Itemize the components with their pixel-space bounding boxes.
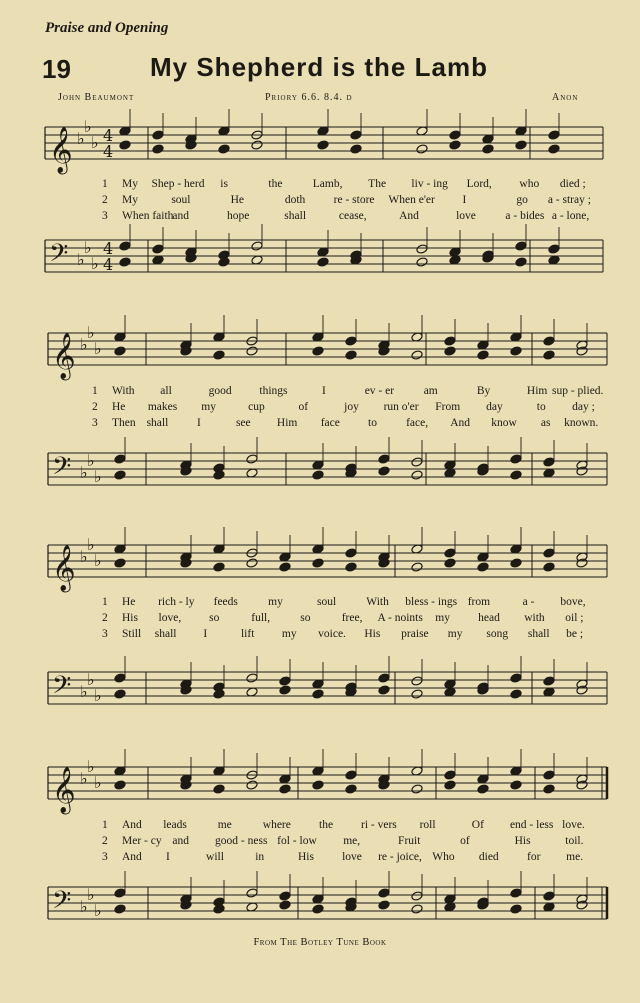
- flat-sign-icon: ♭: [94, 901, 102, 920]
- lyric-word: lift: [240, 628, 255, 640]
- note-head: [119, 241, 131, 251]
- lyric-word: toil.: [565, 835, 584, 847]
- lyric-word: cease,: [338, 210, 367, 222]
- lyric-word: so: [209, 612, 220, 624]
- lyric-word: song: [486, 628, 509, 640]
- note-head: [510, 888, 522, 898]
- lyric-word: joy: [344, 401, 359, 413]
- note-head: [317, 257, 329, 267]
- verse-number: 1: [102, 178, 108, 190]
- note-head: [312, 470, 324, 480]
- lyric-word: shall: [284, 210, 307, 222]
- lyric-word: His: [364, 628, 381, 640]
- lyric-word: soul: [171, 194, 191, 206]
- note-head: [279, 891, 291, 901]
- note-head: [312, 780, 324, 790]
- verse-number: 3: [102, 628, 108, 640]
- lyric-word: in: [255, 851, 265, 863]
- note-head: [312, 558, 324, 568]
- lyric-word: Fruit: [398, 835, 421, 847]
- lyric-word: who: [519, 178, 540, 190]
- verse-number: 2: [102, 612, 108, 624]
- flat-sign-icon: ♭: [87, 451, 95, 470]
- lyric-word: face,: [406, 417, 429, 429]
- flat-sign-icon: ♭: [80, 547, 88, 566]
- lyric-word: of: [298, 401, 309, 413]
- note-head: [251, 140, 263, 150]
- note-head: [246, 346, 258, 356]
- treble-clef-icon: 𝄞: [49, 127, 73, 173]
- note-head: [114, 454, 126, 464]
- hymn-title: My Shepherd is the Lamb: [150, 52, 488, 82]
- note-head: [246, 888, 258, 898]
- bass-clef-icon: 𝄢: [52, 671, 72, 706]
- note-head: [246, 673, 258, 683]
- bass-clef-icon: 𝄢: [49, 239, 69, 274]
- lyric-word: I: [203, 628, 208, 640]
- lyric-word: leads: [163, 819, 187, 831]
- flat-sign-icon: ♭: [87, 670, 95, 689]
- lyric-word: re - joice,: [378, 851, 422, 863]
- lyric-word: love.: [562, 819, 585, 831]
- lyric-word: Lamb,: [312, 178, 343, 190]
- lyric-word: died: [478, 851, 499, 863]
- note-head: [416, 144, 428, 154]
- flat-sign-icon: ♭: [87, 885, 95, 904]
- note-head: [482, 144, 494, 154]
- lyric-word: my: [281, 628, 297, 640]
- lyric-word: rich - ly: [158, 596, 195, 608]
- hymn-composer: Anon: [552, 92, 579, 103]
- lyric-word: bless - ings: [405, 596, 458, 608]
- lyric-word: face: [320, 417, 340, 429]
- lyric-word: roll: [419, 819, 436, 831]
- note-head: [279, 784, 291, 794]
- note-head: [218, 144, 230, 154]
- lyric-word: When e'er: [388, 194, 435, 206]
- lyric-word: good - ness: [215, 835, 268, 847]
- lyric-word: day: [486, 401, 503, 413]
- lyric-word: am: [423, 385, 438, 397]
- lyric-word: cup: [248, 401, 265, 413]
- lyric-word: my: [435, 612, 451, 624]
- lyric-word: me.: [566, 851, 584, 863]
- lyric-word: for: [527, 851, 541, 863]
- note-head: [543, 891, 555, 901]
- note-head: [444, 548, 456, 558]
- lyric-word: love,: [158, 612, 182, 624]
- note-head: [345, 770, 357, 780]
- lyric-word: soul: [316, 596, 337, 608]
- lyric-word: see: [235, 417, 251, 429]
- lyric-word: Who: [432, 851, 455, 863]
- flat-sign-icon: ♭: [84, 238, 92, 257]
- note-head: [411, 784, 423, 794]
- note-head: [548, 130, 560, 140]
- lyric-word: ev - er: [364, 385, 395, 397]
- note-head: [312, 904, 324, 914]
- note-head: [251, 241, 263, 251]
- lyric-word: I: [166, 851, 170, 863]
- lyric-word: will: [206, 851, 224, 863]
- lyric-word: He: [112, 401, 126, 413]
- lyric-word: My: [122, 178, 138, 190]
- flat-sign-icon: ♭: [77, 250, 85, 269]
- lyric-word: a - stray ;: [547, 194, 591, 206]
- flat-sign-icon: ♭: [80, 682, 88, 701]
- note-head: [378, 454, 390, 464]
- lyric-word: me: [217, 819, 232, 831]
- note-head: [548, 144, 560, 154]
- lyric-word: free,: [341, 612, 363, 624]
- note-head: [543, 562, 555, 572]
- flat-sign-icon: ♭: [94, 339, 102, 358]
- note-head: [444, 336, 456, 346]
- lyric-word: liv - ing: [411, 178, 448, 190]
- lyric-word: He: [122, 596, 136, 608]
- lyric-word: hope: [227, 210, 250, 222]
- verse-number: 2: [92, 401, 98, 413]
- lyric-word: know: [491, 417, 517, 429]
- bass-clef-icon: 𝄢: [52, 886, 72, 921]
- note-head: [114, 780, 126, 790]
- lyric-word: I: [322, 385, 326, 397]
- section-heading: Praise and Opening: [45, 20, 169, 36]
- note-head: [345, 562, 357, 572]
- lyric-word: I: [196, 417, 201, 429]
- lyric-word: died ;: [559, 178, 586, 190]
- bass-clef-icon: 𝄢: [52, 452, 72, 487]
- flat-sign-icon: ♭: [80, 463, 88, 482]
- lyric-word: shall: [527, 628, 550, 640]
- lyric-word: And: [399, 210, 419, 222]
- note-head: [119, 257, 131, 267]
- lyric-word: so: [300, 612, 311, 624]
- flat-sign-icon: ♭: [80, 335, 88, 354]
- lyric-word: love: [342, 851, 362, 863]
- note-head: [312, 689, 324, 699]
- lyric-word: love: [456, 210, 476, 222]
- note-head: [119, 140, 131, 150]
- note-head: [114, 346, 126, 356]
- treble-clef-icon: 𝄞: [52, 333, 76, 379]
- lyric-word: I: [462, 194, 467, 206]
- note-head: [279, 685, 291, 695]
- lyric-word: ri - vers: [361, 819, 397, 831]
- note-head: [152, 144, 164, 154]
- note-head: [543, 770, 555, 780]
- lyric-word: His: [122, 612, 138, 624]
- lyric-word: to: [368, 417, 377, 429]
- flat-sign-icon: ♭: [91, 133, 99, 152]
- verse-number: 2: [102, 194, 108, 206]
- lyric-word: And: [122, 851, 142, 863]
- lyric-word: From: [435, 401, 461, 413]
- verse-number: 1: [102, 819, 108, 831]
- lyric-word: to: [536, 401, 546, 413]
- lyric-word: my: [201, 401, 217, 413]
- note-head: [444, 558, 456, 568]
- note-head: [515, 257, 527, 267]
- note-head: [543, 548, 555, 558]
- flat-sign-icon: ♭: [87, 535, 95, 554]
- note-head: [477, 784, 489, 794]
- lyric-word: good: [208, 385, 232, 397]
- time-signature-top: 4: [103, 239, 114, 258]
- lyric-word: With: [366, 596, 389, 608]
- lyric-word: His: [514, 835, 531, 847]
- note-head: [246, 780, 258, 790]
- note-head: [152, 130, 164, 140]
- note-head: [411, 470, 423, 480]
- note-head: [279, 900, 291, 910]
- lyric-word: My: [122, 194, 138, 206]
- lyric-word: shall: [146, 417, 169, 429]
- note-head: [345, 350, 357, 360]
- lyric-word: my: [447, 628, 463, 640]
- lyric-word: When faith: [122, 210, 174, 222]
- note-head: [279, 676, 291, 686]
- lyric-word: things: [259, 385, 288, 397]
- lyric-word: makes: [147, 401, 178, 413]
- note-head: [317, 140, 329, 150]
- note-head: [246, 558, 258, 568]
- note-head: [543, 350, 555, 360]
- note-head: [416, 244, 428, 254]
- lyric-word: and: [172, 210, 189, 222]
- note-head: [114, 689, 126, 699]
- note-head: [114, 888, 126, 898]
- lyric-word: Him: [276, 417, 298, 429]
- lyric-word: And: [450, 417, 471, 429]
- lyric-word: And: [122, 819, 142, 831]
- lyric-word: full,: [251, 612, 271, 624]
- lyric-word: day ;: [572, 401, 595, 413]
- note-head: [543, 336, 555, 346]
- note-head: [449, 130, 461, 140]
- note-head: [510, 558, 522, 568]
- time-signature-bottom: 4: [103, 255, 114, 274]
- note-head: [515, 241, 527, 251]
- lyric-word: shall: [154, 628, 177, 640]
- note-head: [378, 466, 390, 476]
- lyric-word: the: [319, 819, 334, 831]
- note-head: [510, 673, 522, 683]
- note-head: [378, 900, 390, 910]
- note-head: [444, 346, 456, 356]
- lyric-word: bove,: [560, 596, 586, 608]
- note-head: [279, 562, 291, 572]
- lyric-word: is: [220, 178, 228, 190]
- lyric-word: as: [540, 417, 551, 429]
- lyric-word: be ;: [566, 628, 584, 640]
- lyric-word: The: [368, 178, 387, 190]
- flat-sign-icon: ♭: [77, 129, 85, 148]
- treble-clef-icon: 𝄞: [52, 545, 76, 591]
- flat-sign-icon: ♭: [80, 769, 88, 788]
- note-head: [416, 257, 428, 267]
- flat-sign-icon: ♭: [94, 773, 102, 792]
- note-head: [444, 780, 456, 790]
- note-head: [114, 673, 126, 683]
- note-head: [411, 904, 423, 914]
- lyric-word: Him: [526, 385, 548, 397]
- lyric-word: all: [160, 385, 172, 397]
- flat-sign-icon: ♭: [94, 551, 102, 570]
- lyric-word: fol - low: [277, 835, 317, 847]
- lyric-word: Still: [122, 628, 142, 640]
- lyric-word: Shep - herd: [151, 178, 205, 190]
- note-head: [543, 457, 555, 467]
- note-head: [515, 140, 527, 150]
- verse-number: 2: [102, 835, 108, 847]
- note-head: [350, 144, 362, 154]
- verse-number: 3: [92, 417, 98, 429]
- verse-number: 3: [102, 851, 108, 863]
- flat-sign-icon: ♭: [80, 897, 88, 916]
- lyric-word: me,: [343, 835, 361, 847]
- time-signature-bottom: 4: [103, 142, 114, 161]
- lyric-word: With: [112, 385, 135, 397]
- note-head: [510, 689, 522, 699]
- lyric-word: a -: [522, 596, 535, 608]
- treble-clef-icon: 𝄞: [52, 767, 76, 813]
- note-head: [345, 336, 357, 346]
- lyric-word: a - bides: [505, 210, 545, 222]
- lyric-word: By: [476, 385, 491, 397]
- note-head: [411, 676, 423, 686]
- lyric-word: A - noints: [377, 612, 423, 624]
- lyric-word: known.: [564, 417, 599, 429]
- tune-meter: Priory 6.6. 8.4. d: [265, 92, 353, 103]
- lyric-word: and: [172, 835, 189, 847]
- lyric-word: my: [268, 596, 283, 608]
- flat-sign-icon: ♭: [84, 117, 92, 136]
- note-head: [510, 454, 522, 464]
- note-head: [477, 562, 489, 572]
- note-head: [444, 770, 456, 780]
- flat-sign-icon: ♭: [87, 757, 95, 776]
- lyric-word: where: [262, 819, 291, 831]
- note-head: [411, 350, 423, 360]
- hymn-number: 19: [42, 54, 71, 84]
- lyric-word: from: [467, 596, 491, 608]
- verse-number: 1: [102, 596, 108, 608]
- note-head: [411, 891, 423, 901]
- flat-sign-icon: ♭: [94, 686, 102, 705]
- lyric-word: go: [516, 194, 528, 206]
- note-head: [213, 350, 225, 360]
- lyric-word: of: [460, 835, 470, 847]
- lyric-word: Then: [112, 417, 136, 429]
- note-head: [411, 457, 423, 467]
- note-head: [510, 470, 522, 480]
- note-head: [312, 346, 324, 356]
- note-head: [477, 350, 489, 360]
- note-head: [213, 784, 225, 794]
- note-head: [449, 140, 461, 150]
- lyric-word: sup - plied.: [551, 385, 604, 397]
- note-head: [378, 888, 390, 898]
- note-head: [345, 784, 357, 794]
- flat-sign-icon: ♭: [87, 323, 95, 342]
- note-head: [114, 470, 126, 480]
- lyric-word: run o'er: [383, 401, 419, 413]
- lyric-word: with: [524, 612, 545, 624]
- lyric-word: oil ;: [565, 612, 584, 624]
- note-head: [345, 548, 357, 558]
- lyric-word: the: [268, 178, 283, 190]
- note-head: [510, 346, 522, 356]
- lyric-word: He: [230, 194, 245, 206]
- lyric-word: voice.: [318, 628, 346, 640]
- note-head: [411, 562, 423, 572]
- note-head: [246, 454, 258, 464]
- lyric-word: re - store: [333, 194, 375, 206]
- lyric-word: Lord,: [466, 178, 492, 190]
- lyric-word: Mer - cy: [122, 835, 162, 847]
- verse-number: 3: [102, 210, 108, 222]
- lyric-word: Of: [471, 819, 484, 831]
- note-head: [548, 244, 560, 254]
- note-head: [378, 673, 390, 683]
- time-signature-top: 4: [103, 126, 114, 145]
- lyric-word: praise: [401, 628, 429, 640]
- note-head: [350, 130, 362, 140]
- lyric-word: feeds: [213, 596, 238, 608]
- note-head: [114, 904, 126, 914]
- lyric-word: doth: [284, 194, 306, 206]
- hymn-author: John Beaumont: [58, 92, 135, 103]
- note-head: [378, 685, 390, 695]
- flat-sign-icon: ♭: [94, 467, 102, 486]
- note-head: [510, 780, 522, 790]
- note-head: [543, 676, 555, 686]
- note-head: [510, 904, 522, 914]
- note-head: [543, 784, 555, 794]
- flat-sign-icon: ♭: [91, 254, 99, 273]
- note-head: [152, 244, 164, 254]
- source-footer: From The Botley Tune Book: [253, 937, 387, 948]
- note-head: [213, 562, 225, 572]
- lyric-word: head: [478, 612, 500, 624]
- note-head: [114, 558, 126, 568]
- verse-number: 1: [92, 385, 98, 397]
- lyric-word: end - less: [509, 819, 554, 831]
- note-head: [411, 689, 423, 699]
- lyric-word: His: [297, 851, 314, 863]
- lyric-word: a - lone,: [551, 210, 590, 222]
